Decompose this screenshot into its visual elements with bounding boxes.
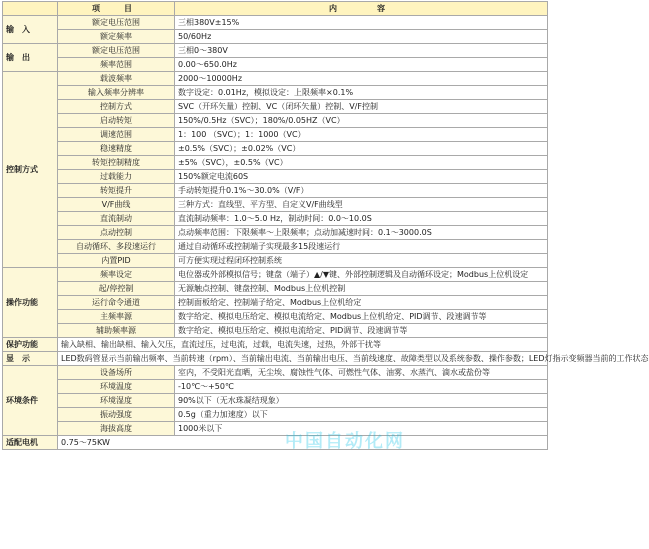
item-label: 频率设定 [58, 268, 175, 282]
table-row [3, 198, 548, 212]
item-label: 控制方式 [58, 100, 175, 114]
table-row [3, 254, 548, 268]
item-label: 转矩控制精度 [58, 156, 175, 170]
table-row [3, 44, 548, 58]
item-value: 通过自动循环或控制端子实现最多15段速运行 [175, 240, 548, 254]
item-value: SVC（开环矢量）控制、VC（闭环矢量）控制、V/F控制 [175, 100, 548, 114]
item-label: 起/停控制 [58, 282, 175, 296]
header-category [3, 2, 58, 16]
table-row [3, 128, 548, 142]
item-label: 额定电压范围 [58, 44, 175, 58]
item-label: 输入频率分辨率 [58, 86, 175, 100]
table-row [3, 58, 548, 72]
item-value: 室内，不受阳光直晒，无尘埃、腐蚀性气体、可燃性气体、油雾、水蒸汽、滴水或盐份等 [175, 366, 548, 380]
table-row [3, 282, 548, 296]
protection-value: 输入缺相、输出缺相、输入欠压，直流过压，过电流，过载，电流失速，过热，外部干扰等 [58, 338, 548, 352]
item-label: 点动控制 [58, 226, 175, 240]
item-value: 控制面板给定、控制端子给定、Modbus上位机给定 [175, 296, 548, 310]
table-row [3, 422, 548, 436]
table-row [3, 352, 548, 366]
category-protection: 保护功能 [3, 338, 58, 352]
motor-value: 0.75～75KW [58, 436, 548, 450]
table-row [3, 114, 548, 128]
table-row [3, 30, 548, 44]
item-value: 90%以下（无水珠凝结现象） [175, 394, 548, 408]
item-value: 0.5g（重力加速度）以下 [175, 408, 548, 422]
item-value: 2000～10000Hz [175, 72, 548, 86]
item-label: 载波频率 [58, 72, 175, 86]
item-value: -10℃～+50℃ [175, 380, 548, 394]
item-label: 环境湿度 [58, 394, 175, 408]
header-item: 项 目 [58, 2, 175, 16]
item-value: 三种方式：直线型、平方型、自定义V/F曲线型 [175, 198, 548, 212]
display-value: LED数码管显示当前输出频率、当前转速（rpm）、当前输出电流、当前输出电压、当前线速度、故障类型以及系统参数、操作参数；LED灯指示变频器当前的工作状态 [58, 352, 548, 366]
item-value: 150%/0.5Hz（SVC）；180%/0.05HZ（VC） [175, 114, 548, 128]
item-value: 直流制动频率：1.0～5.0 Hz，制动时间：0.0～10.0S [175, 212, 548, 226]
item-label: 调速范围 [58, 128, 175, 142]
item-label: 直流制动 [58, 212, 175, 226]
table-header-row [3, 2, 548, 16]
item-value: 1：100 （SVC）；1：1000（VC） [175, 128, 548, 142]
watermark-logo: 中国自动化网 [285, 431, 405, 452]
item-value: 数字给定、模拟电压给定、模拟电流给定、Modbus上位机给定、PID调节、段速调节等 [175, 310, 548, 324]
item-label: 转矩提升 [58, 184, 175, 198]
item-value: 1000米以下 [175, 422, 548, 436]
item-label: 辅助频率源 [58, 324, 175, 338]
table-row [3, 380, 548, 394]
table-row [3, 408, 548, 422]
item-value: 三相0～380V [175, 44, 548, 58]
item-value: 50/60Hz [175, 30, 548, 44]
item-value: 数字给定、模拟电压给定、模拟电流给定、PID调节、段速调节等 [175, 324, 548, 338]
table-row [3, 226, 548, 240]
item-label: 过载能力 [58, 170, 175, 184]
table-row [3, 212, 548, 226]
table-row [3, 436, 548, 450]
item-value: 可方便实现过程闭环控制系统 [175, 254, 548, 268]
table-row [3, 184, 548, 198]
item-value: 数字设定：0.01Hz，模拟设定：上限频率×0.1% [175, 86, 548, 100]
item-value: 三相380V±15% [175, 16, 548, 30]
item-value: 0.00～650.0Hz [175, 58, 548, 72]
item-label: 额定电压范围 [58, 16, 175, 30]
table-row [3, 338, 548, 352]
category-output: 输 出 [3, 44, 58, 72]
item-label: 运行命令通道 [58, 296, 175, 310]
item-label: 频率范围 [58, 58, 175, 72]
table-row [3, 296, 548, 310]
item-label: 启动转矩 [58, 114, 175, 128]
item-label: 环境温度 [58, 380, 175, 394]
item-label: V/F曲线 [58, 198, 175, 212]
item-value: ±0.5%（SVC）；±0.02%（VC） [175, 142, 548, 156]
table-row [3, 268, 548, 282]
item-label: 海拔高度 [58, 422, 175, 436]
table-row [3, 16, 548, 30]
item-label: 自动循环、多段速运行 [58, 240, 175, 254]
item-value: 150%额定电流60S [175, 170, 548, 184]
category-input: 输 入 [3, 16, 58, 44]
item-label: 额定频率 [58, 30, 175, 44]
category-environment: 环境条件 [3, 366, 58, 436]
table-row [3, 86, 548, 100]
item-label: 内置PID [58, 254, 175, 268]
item-label: 振动强度 [58, 408, 175, 422]
table-row [3, 170, 548, 184]
category-display: 显 示 [3, 352, 58, 366]
item-value: 电位器或外部模拟信号；键盘（端子）▲/▼键、外部控制逻辑及自动循环设定；Modbus上位机设定 [175, 268, 548, 282]
spec-table [2, 1, 649, 450]
table-row [3, 310, 548, 324]
table-row [3, 240, 548, 254]
item-value: 点动频率范围：下限频率～上限频率；点动加减速时间：0.1～3000.0S [175, 226, 548, 240]
item-value: 手动转矩提升0.1%～30.0%（V/F） [175, 184, 548, 198]
item-value: 无源触点控制、键盘控制、Modbus上位机控制 [175, 282, 548, 296]
category-operation: 操作功能 [3, 268, 58, 338]
item-label: 稳速精度 [58, 142, 175, 156]
item-value: ±5%（SVC），±0.5%（VC） [175, 156, 548, 170]
table-row [3, 366, 548, 380]
table-row [3, 324, 548, 338]
header-content: 内 容 [175, 2, 548, 16]
table-row [3, 100, 548, 114]
table-row [3, 394, 548, 408]
table-row [3, 142, 548, 156]
table-row [3, 156, 548, 170]
item-label: 主频率源 [58, 310, 175, 324]
table-row [3, 72, 548, 86]
category-control: 控制方式 [3, 72, 58, 268]
item-label: 设备场所 [58, 366, 175, 380]
category-motor: 适配电机 [3, 436, 58, 450]
